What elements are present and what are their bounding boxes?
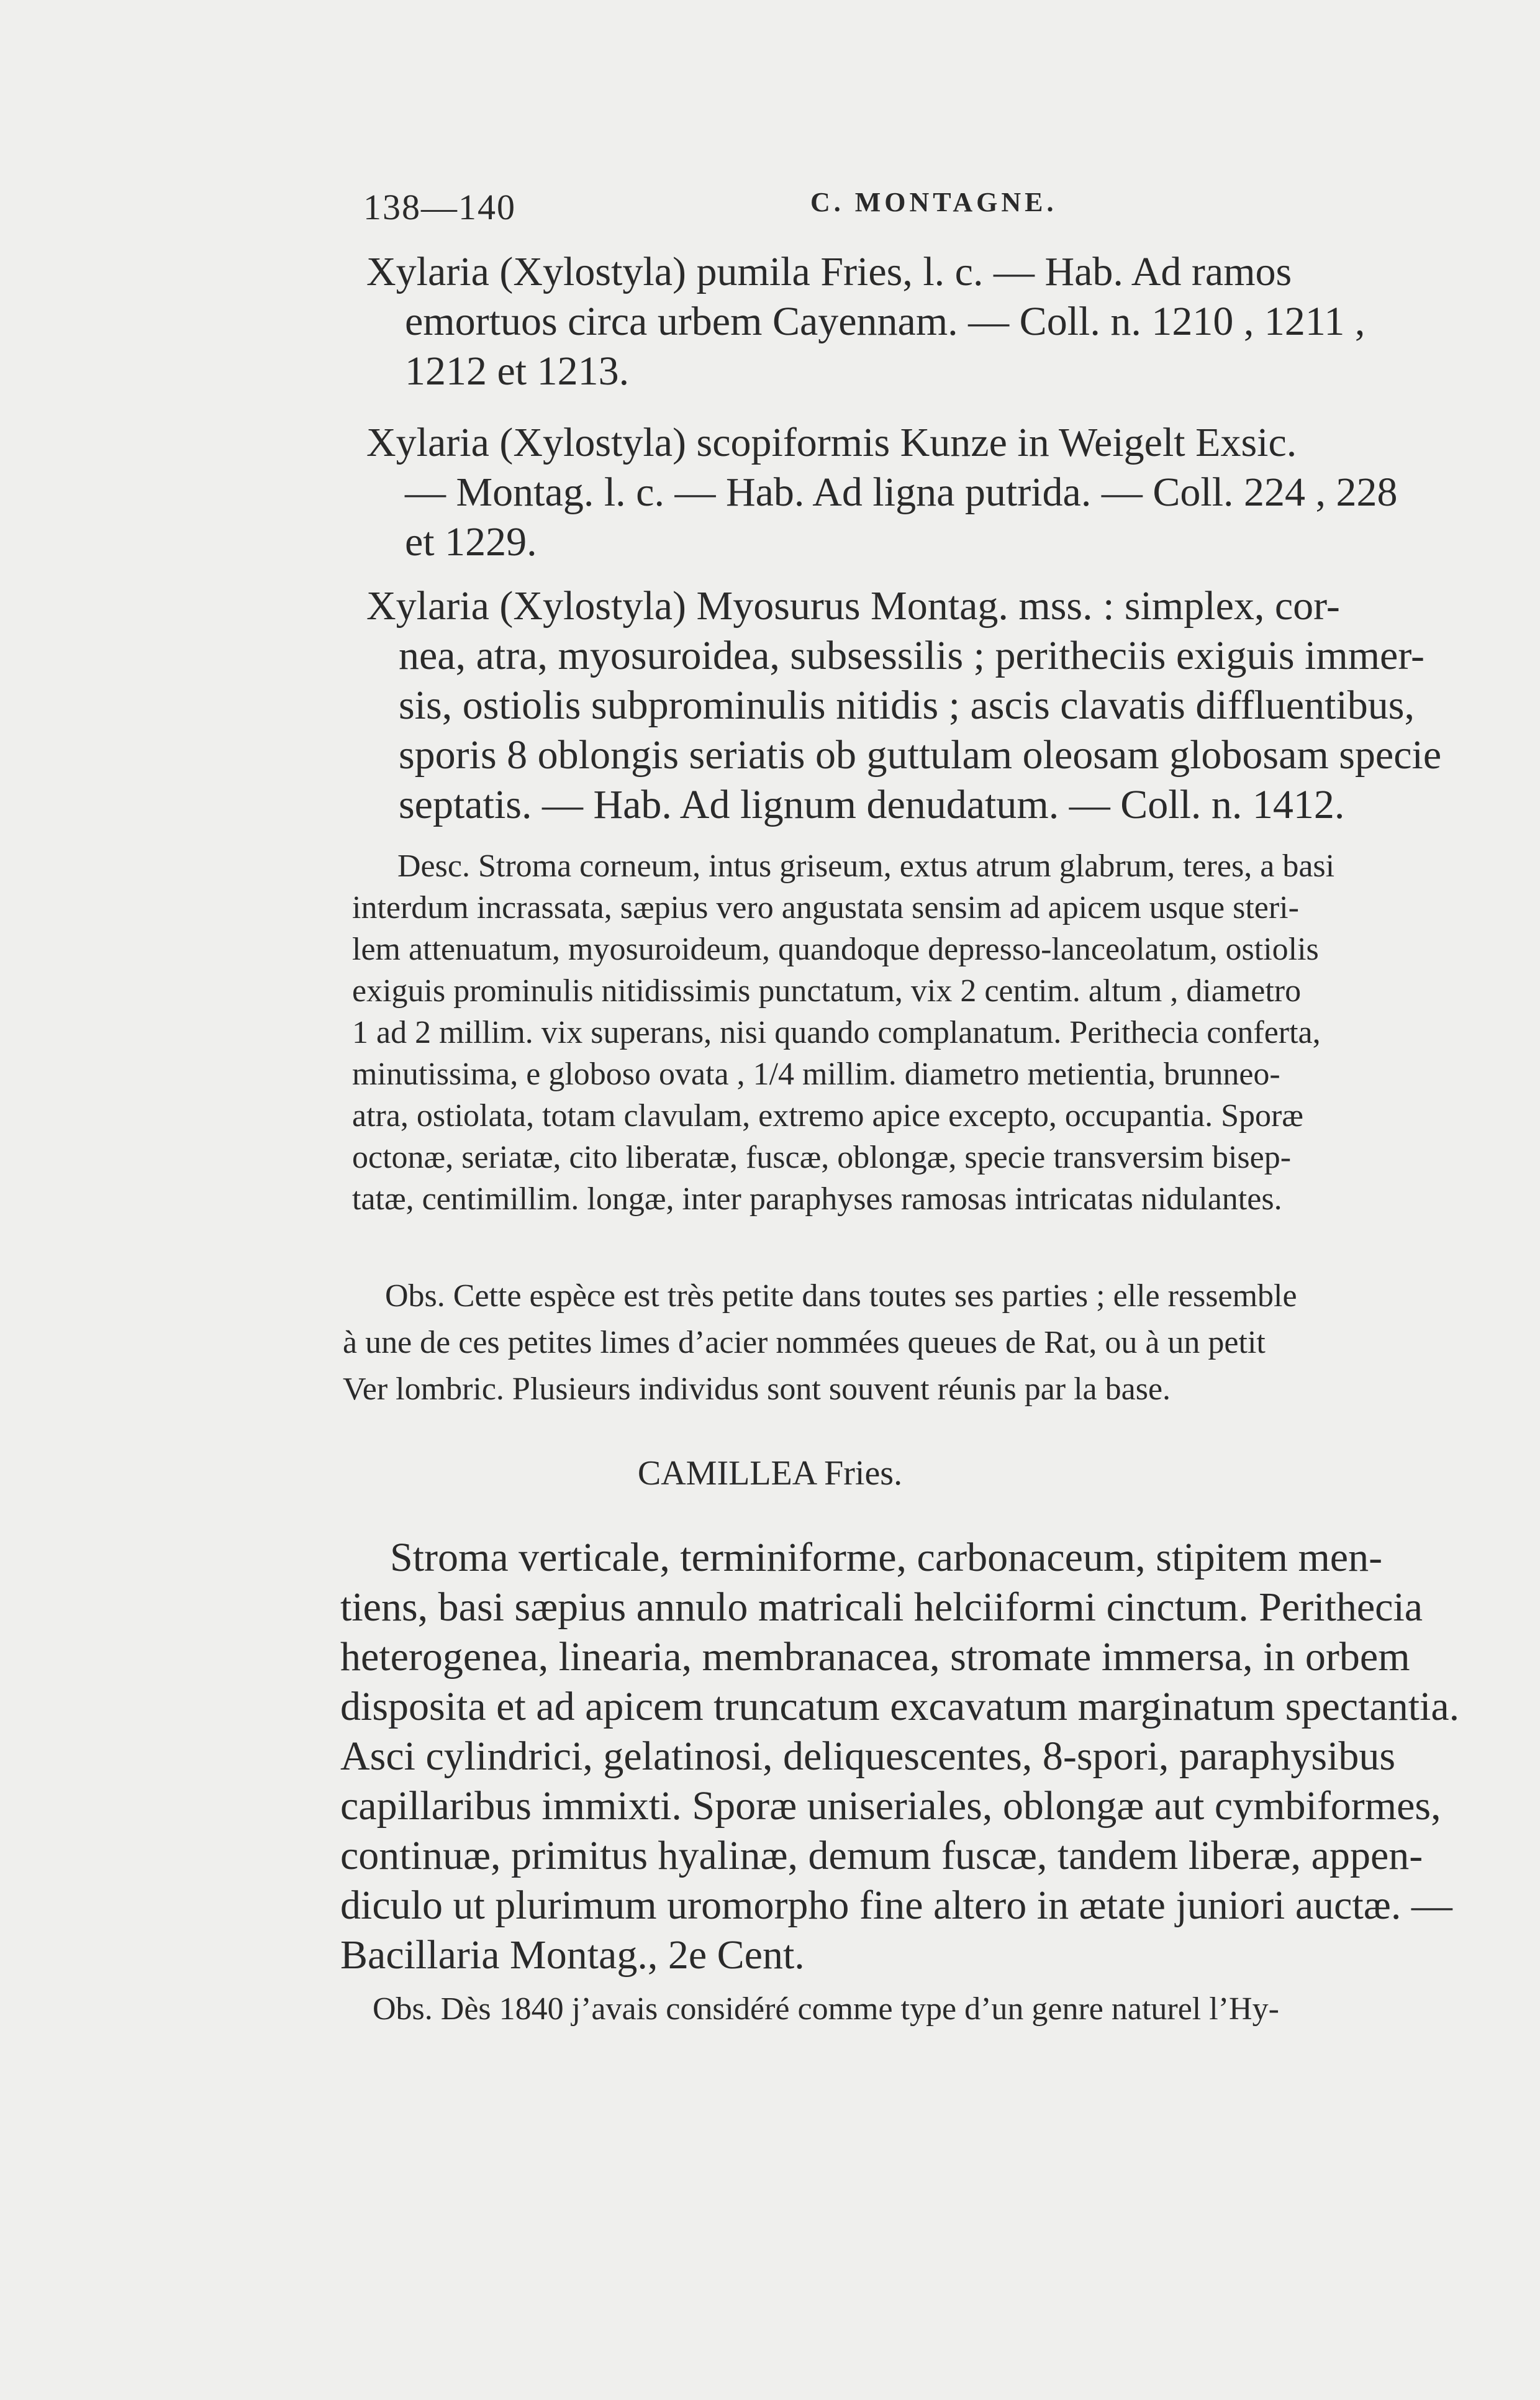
desc-line: lem attenuatum, myosuroideum, quandoque depresso-lanceolatum, ostiolis <box>352 932 1319 967</box>
genus-heading: CAMILLEA Fries. <box>637 1454 903 1493</box>
entry-line: Xylaria (Xylostyla) pumila Fries, l. c. — Hab. Ad ramos <box>366 249 1292 294</box>
entry-line: et 1229. <box>405 519 537 565</box>
entry-line: 1212 et 1213. <box>405 348 630 394</box>
desc-line: interdum incrassata, sæpius vero angustata sensim ad apicem usque steri- <box>352 890 1299 925</box>
genus-line: diculo ut plurimum uromorpho fine altero in ætate juniori auctæ. — <box>340 1883 1452 1928</box>
desc-line: exiguis prominulis nitidissimis punctatum, vix 2 centim. altum , diametro <box>352 973 1302 1009</box>
desc-line: minutissima, e globoso ovata , 1/4 millim. diametro metientia, brunneo- <box>352 1057 1280 1092</box>
entry-line: Xylaria (Xylostyla) scopiformis Kunze in Weigelt Exsic. <box>366 420 1297 465</box>
entry-line: sporis 8 oblongis seriatis ob guttulam oleosam globosam specie <box>399 732 1442 778</box>
desc-line: Desc. Stroma corneum, intus griseum, extus atrum glabrum, teres, a basi <box>397 848 1335 884</box>
entry-line: sis, ostiolis subprominulis nitidis ; ascis clavatis diffluentibus, <box>399 683 1415 728</box>
page-header <box>363 180 1108 236</box>
desc-line: 1 ad 2 millim. vix superans, nisi quando complanatum. Perithecia conferta, <box>352 1015 1321 1050</box>
entry-line: septatis. — Hab. Ad lignum denudatum. — Coll. n. 1412. <box>399 782 1345 827</box>
obs-line: Ver lombric. Plusieurs individus sont souvent réunis par la base. <box>343 1371 1171 1407</box>
desc-line: atra, ostiolata, totam clavulam, extremo apice excepto, occupantia. Sporæ <box>352 1098 1303 1134</box>
desc-line: tatæ, centimillim. longæ, inter paraphyses ramosas intricatas nidulantes. <box>352 1181 1282 1217</box>
genus-line: capillaribus immixti. Sporæ uniseriales, oblongæ aut cymbiformes, <box>340 1783 1441 1829</box>
entry-line: nea, atra, myosuroidea, subsessilis ; peritheciis exiguis immer- <box>399 633 1424 678</box>
genus-line: Asci cylindrici, gelatinosi, deliquescentes, 8-spori, paraphysibus <box>340 1734 1396 1779</box>
genus-line: continuæ, primitus hyalinæ, demum fuscæ, tandem liberæ, appen- <box>340 1833 1423 1878</box>
desc-line: octonæ, seriatæ, cito liberatæ, fuscæ, oblongæ, specie transversim bisep- <box>352 1140 1292 1175</box>
entry-line: — Montag. l. c. — Hab. Ad ligna putrida. — Coll. 224 , 228 <box>405 470 1398 515</box>
genus-line: Stroma verticale, terminiforme, carbonaceum, stipitem men- <box>390 1535 1383 1580</box>
obs-line: Obs. Dès 1840 j’avais considéré comme type d’un genre naturel l’Hy- <box>373 1991 1279 2027</box>
entry-line: Xylaria (Xylostyla) Myosurus Montag. mss. : simplex, cor- <box>366 583 1340 629</box>
obs-line: à une de ces petites limes d’acier nommées queues de Rat, ou à un petit <box>343 1325 1266 1360</box>
genus-line: disposita et ad apicem truncatum excavatum marginatum spectantia. <box>340 1684 1460 1729</box>
genus-line: heterogenea, linearia, membranacea, stromate immersa, in orbem <box>340 1634 1410 1680</box>
genus-line: Bacillaria Montag., 2e Cent. <box>340 1932 805 1978</box>
page-numbers: 138—140 <box>363 187 516 227</box>
obs-line: Obs. Cette espèce est très petite dans toutes ses parties ; elle ressemble <box>385 1278 1297 1314</box>
running-title: C. MONTAGNE. <box>810 187 1058 217</box>
entry-line: emortuos circa urbem Cayennam. — Coll. n. 1210 , 1211 , <box>405 299 1366 344</box>
genus-line: tiens, basi sæpius annulo matricali helciiformi cinctum. Perithecia <box>340 1584 1423 1630</box>
